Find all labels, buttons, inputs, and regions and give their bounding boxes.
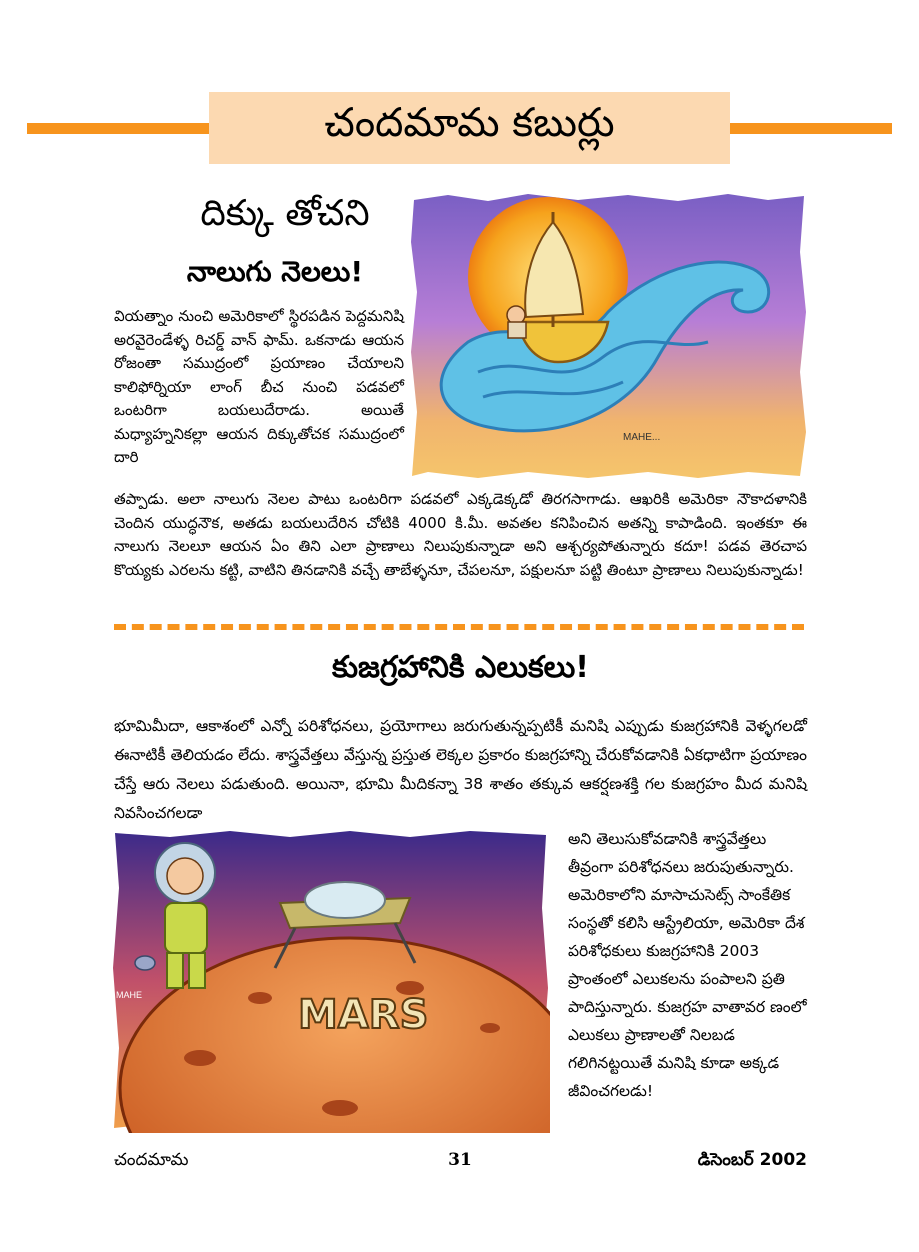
footer-magazine-name: చందమామ <box>114 1150 189 1170</box>
footer-issue-date: డిసెంబర్ 2002 <box>697 1150 807 1170</box>
article1-headline-line1: దిక్కు తోచని <box>200 193 370 234</box>
boat-illustration-signature: MAHE... <box>623 432 661 443</box>
boat-wave-illustration <box>408 192 808 480</box>
section-divider <box>114 624 804 630</box>
article1-paragraph-full-width: తప్పాడు. అలా నాలుగు నెలల పాటు ఒంటరిగా పడవలో ఎక్కడెక్కడో తిరగసాగాడు. ఆఖరికి అమెరికా నౌకాదళానికి చెందిన యుద్ధనౌక, అతడు బయలుదేరిన చోటికి 4000 కి.మీ. అవతల కనిపించిన అతన్ని కాపాడింది. ఇంతకూ ఈ నాలుగు నెలలూ ఆయన ఏం తిని ఎలా ప్రాణాలు నిలుపుకున్నాడా అని ఆశ్చర్యపోతున్నారు కదూ! పడవ తెరచాప కొయ్యకు ఎరలను కట్టి, వాటిని తినడానికి వచ్చే తాబేళ్ళనూ, చేపలనూ, పక్షులనూ పట్టి తింటూ ప్రాణాలు నిలుపుకున్నాడు! <box>114 490 807 579</box>
masthead-box <box>209 92 730 164</box>
article1-headline-line2: నాలుగు నెలలు! <box>186 255 364 288</box>
article2-headline: కుజగ్రహానికి ఎలుకలు! <box>332 650 589 685</box>
article2-paragraph-beside-image: అని తెలుసుకోవడానికి శాస్త్రవేత్తలు తీవ్రంగా పరిశోధనలు జరుపుతున్నారు. అమెరికాలోని మాసాచుసెట్స్ సాంకేతిక సంస్థతో కలిసి ఆస్ట్రేలియా, అమెరికా దేశ పరిశోధకులు కుజగ్రహానికి 2003 ప్రాంతంలో ఎలుకలను పంపాలని ప్రతి పాదిస్తున్నారు. కుజగ్రహ వాతావర ణంలో ఎలుకలు ప్రాణాలతో నిలబడ గలిగినట్టయితే మనిషి కూడా అక్కడ జీవించగలడు! <box>568 830 807 1100</box>
planet-label: MARS <box>298 992 429 1038</box>
masthead-rule-right <box>730 123 892 134</box>
article1-paragraph-beside-image: వియత్నాం నుంచి అమెరికాలో స్థిరపడిన పెద్దమనిషి అరవైరెండేళ్ళ రిచర్డ్ వాన్ ఫామ్. ఒకనాడు ఆయన రోజంతా సముద్రంలో ప్రయాణం చేయాలని కాలిఫోర్నియా లాంగ్ బీచ నుంచి పడవలో ఒంటరిగా బయలుదేరాడు. అయితే మధ్యాహ్ననికల్లా ఆయన దిక్కుతోచక సముద్రంలో దారి <box>114 307 404 466</box>
masthead-title: చందమామ కబుర్లు <box>324 100 615 146</box>
masthead-rule-left <box>27 123 209 134</box>
mars-illustration-signature: MAHE <box>116 990 143 1000</box>
mars-astronaut-illustration <box>110 828 550 1133</box>
article2-paragraph-full-width: భూమిమీదా, ఆకాశంలో ఎన్నో పరిశోధనలు, ప్రయోగాలు జరుగుతున్నప్పటికీ మనిషి ఎప్పుడు కుజగ్రహానికి వెళ్ళగలడో ఈనాటికీ తెలియడం లేదు. శాస్త్రవేత్తలు వేస్తున్న ప్రస్తుత లెక్కల ప్రకారం కుజగ్రహాన్ని చేరుకోవడానికి ఏకధాటిగా ప్రయాణం చేస్తే ఆరు నెలలు పడుతుంది. అయినా, భూమి మీదికన్నా 38 శాతం తక్కువ ఆకర్షణశక్తి గల కుజగ్రహం మీద మనిషి నివసించగలడా <box>114 717 807 822</box>
footer-page-number: 31 <box>448 1150 472 1170</box>
